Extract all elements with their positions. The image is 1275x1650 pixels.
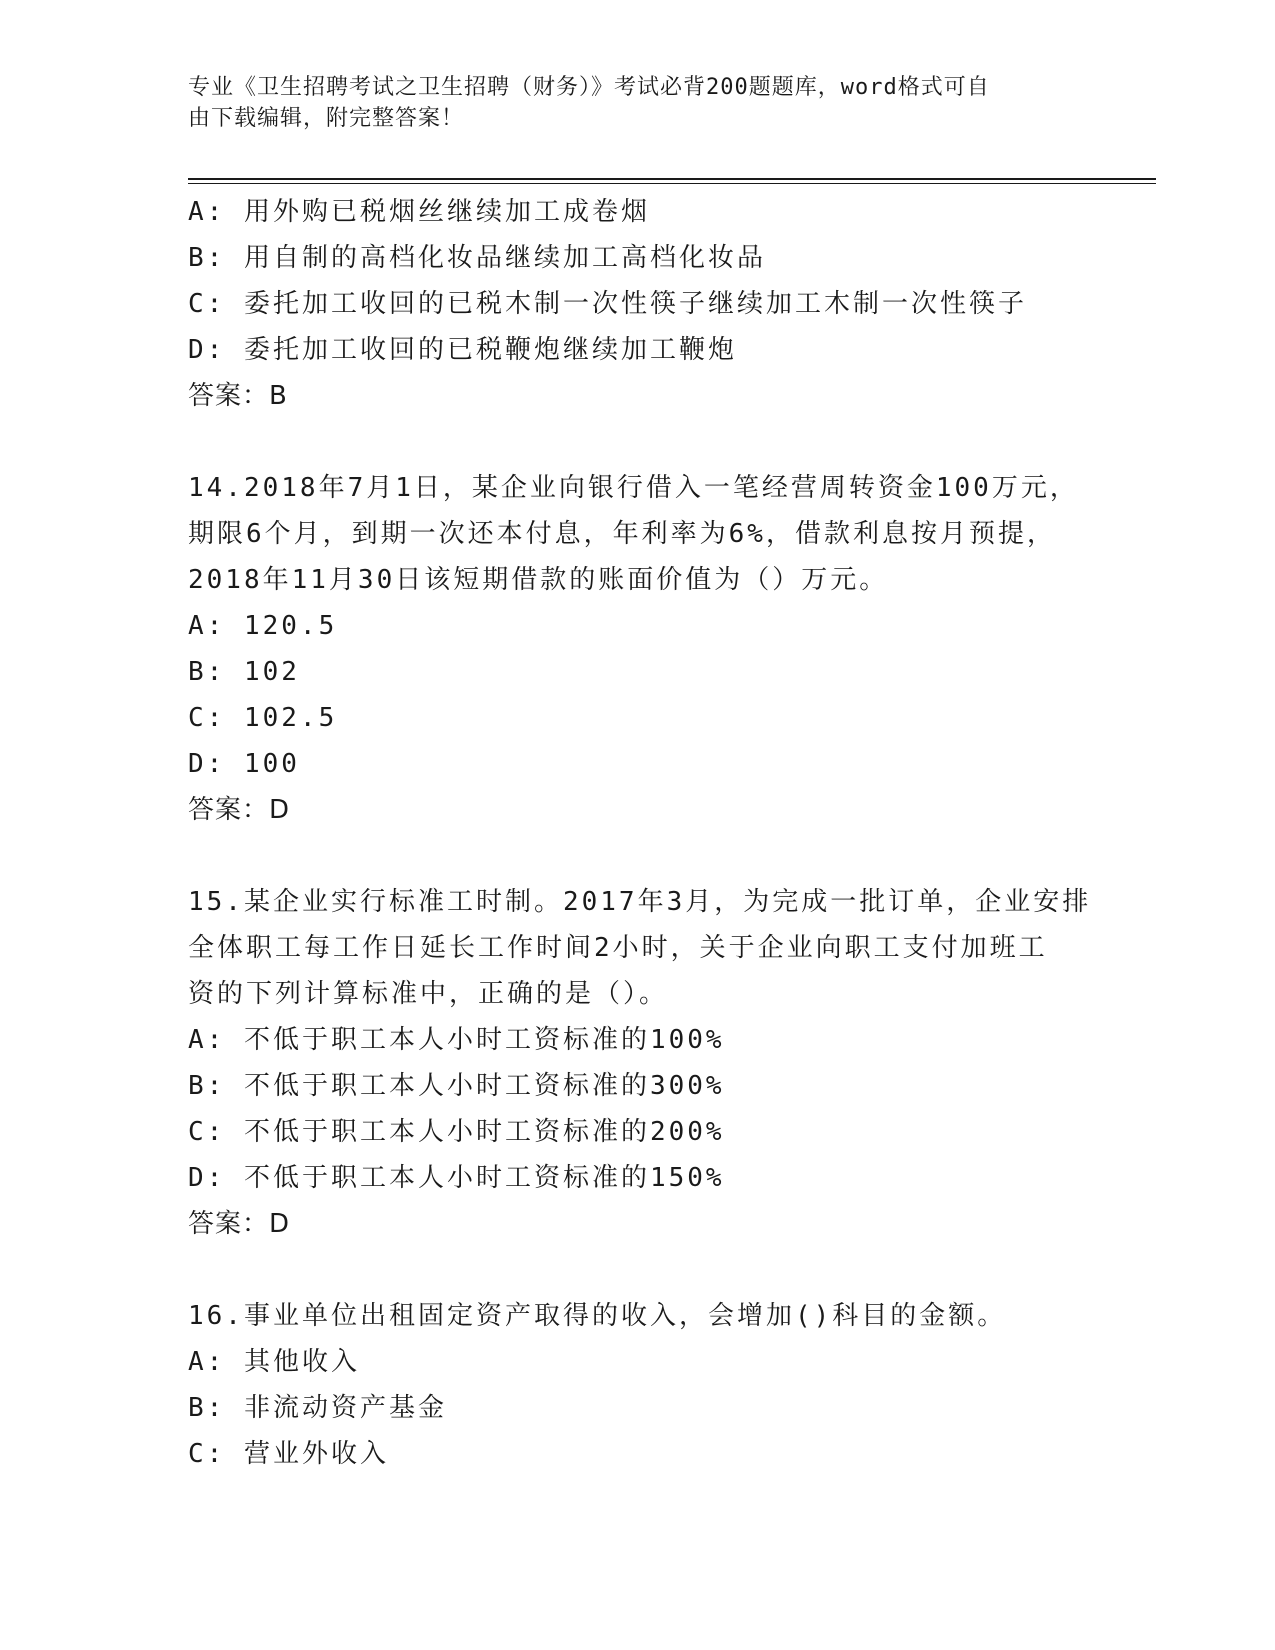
spacer [188, 419, 1088, 465]
header-divider-thin [188, 183, 1156, 184]
question-stem-line: 全体职工每工作日延长工作时间2小时，关于企业向职工支付加班工 [188, 933, 1048, 963]
question-stem-line: 16.事业单位出租固定资产取得的收入，会增加()科目的金额。 [188, 1301, 1007, 1331]
option-c: C: 102.5 [188, 703, 338, 733]
question-stem-line: 2018年11月30日该短期借款的账面价值为（）万元。 [188, 565, 889, 595]
document-header [188, 72, 1088, 134]
option-b: B: 用自制的高档化妆品继续加工高档化妆品 [188, 243, 766, 273]
option-b: B: 非流动资产基金 [188, 1393, 447, 1423]
question-14 [188, 465, 1088, 833]
question-stem-line: 15.某企业实行标准工时制。2017年3月，为完成一批订单，企业安排 [188, 887, 1092, 917]
option-a: A: 用外购已税烟丝继续加工成卷烟 [188, 197, 650, 227]
header-line-2: 由下载编辑，附完整答案！ [188, 106, 465, 131]
question-stem-line: 期限6个月，到期一次还本付息，年利率为6%，借款利息按月预提， [188, 519, 1056, 549]
spacer [188, 1247, 1088, 1293]
option-a: A: 其他收入 [188, 1347, 360, 1377]
header-divider-thick [188, 178, 1156, 180]
option-c: C: 营业外收入 [188, 1439, 389, 1469]
option-c: C: 委托加工收回的已税木制一次性筷子继续加工木制一次性筷子 [188, 289, 1027, 319]
question-stem-line: 资的下列计算标准中，正确的是（）。 [188, 979, 669, 1009]
header-line-1: 专业《卫生招聘考试之卫生招聘（财务）》考试必背200题题库，word格式可自 [188, 75, 990, 100]
question-15 [188, 879, 1092, 1247]
option-d: D: 不低于职工本人小时工资标准的150% [188, 1163, 725, 1193]
question-16 [188, 1293, 1088, 1477]
question-13 [188, 189, 1088, 419]
option-b: B: 102 [188, 657, 300, 687]
option-b: B: 不低于职工本人小时工资标准的300% [188, 1071, 725, 1101]
option-c: C: 不低于职工本人小时工资标准的200% [188, 1117, 725, 1147]
spacer [188, 833, 1088, 879]
question-stem-line: 14.2018年7月1日，某企业向银行借入一笔经营周转资金100万元， [188, 473, 1079, 503]
answer: 答案：D [188, 795, 291, 825]
option-a: A: 120.5 [188, 611, 338, 641]
answer: 答案：B [188, 381, 288, 411]
option-d: D: 委托加工收回的已税鞭炮继续加工鞭炮 [188, 335, 737, 365]
option-a: A: 不低于职工本人小时工资标准的100% [188, 1025, 725, 1055]
answer: 答案：D [188, 1209, 291, 1239]
question-content [188, 189, 1092, 1477]
option-d: D: 100 [188, 749, 300, 779]
